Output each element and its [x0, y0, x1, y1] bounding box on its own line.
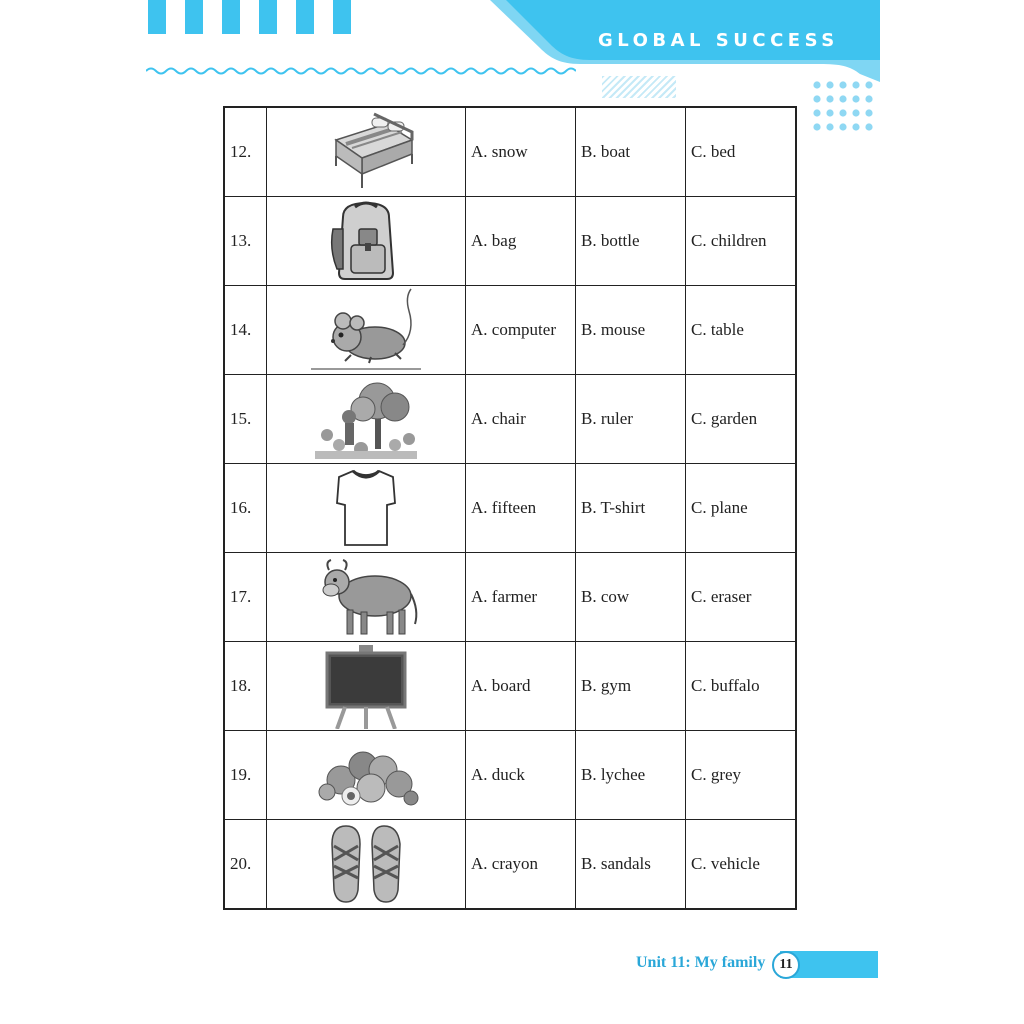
option-a: A. farmer: [466, 553, 576, 642]
question-number: 20.: [224, 820, 267, 910]
question-number: 19.: [224, 731, 267, 820]
option-c: C. vehicle: [686, 820, 797, 910]
header-stripes: [148, 0, 351, 34]
option-a: A. chair: [466, 375, 576, 464]
dot-grid-decoration: [812, 80, 874, 140]
option-b: B. T-shirt: [576, 464, 686, 553]
option-b: B. sandals: [576, 820, 686, 910]
sandals-icon: [326, 822, 406, 906]
option-c: C. buffalo: [686, 642, 797, 731]
exercise-table: [223, 106, 797, 910]
option-b: B. mouse: [576, 286, 686, 375]
option-a: A. snow: [466, 107, 576, 197]
table-row: [224, 286, 796, 375]
page-number: 11: [772, 951, 800, 979]
option-c: C. table: [686, 286, 797, 375]
table-row: [224, 731, 796, 820]
option-b: B. boat: [576, 107, 686, 197]
option-a: A. board: [466, 642, 576, 731]
option-c: C. bed: [686, 107, 797, 197]
unit-title: Unit 11: My family: [636, 954, 766, 971]
board-icon: [323, 643, 409, 729]
garden-icon: [311, 375, 421, 463]
picture-cell: [267, 375, 466, 464]
picture-cell: [267, 731, 466, 820]
bed-icon: [316, 110, 416, 194]
table-row: [224, 464, 796, 553]
picture-cell: [267, 286, 466, 375]
brand-title: GLOBAL SUCCESS: [598, 30, 839, 51]
picture-cell: [267, 107, 466, 197]
picture-cell: [267, 642, 466, 731]
option-a: A. fifteen: [466, 464, 576, 553]
picture-cell: [267, 464, 466, 553]
option-a: A. duck: [466, 731, 576, 820]
picture-cell: [267, 553, 466, 642]
option-b: B. bottle: [576, 197, 686, 286]
option-b: B. cow: [576, 553, 686, 642]
table-row: [224, 553, 796, 642]
table-row: [224, 642, 796, 731]
option-a: A. computer: [466, 286, 576, 375]
table-row: [224, 820, 796, 910]
hatch-decoration: [602, 76, 676, 98]
option-a: A. bag: [466, 197, 576, 286]
table-row: [224, 107, 796, 197]
tshirt-icon: [331, 465, 401, 551]
option-c: C. grey: [686, 731, 797, 820]
question-number: 13.: [224, 197, 267, 286]
picture-cell: [267, 820, 466, 910]
question-number: 12.: [224, 107, 267, 197]
option-a: A. crayon: [466, 820, 576, 910]
table-row: [224, 375, 796, 464]
mouse-icon: [311, 287, 421, 373]
lychee-icon: [311, 740, 421, 810]
option-c: C. eraser: [686, 553, 797, 642]
option-c: C. children: [686, 197, 797, 286]
backpack-icon: [321, 199, 411, 283]
option-b: B. lychee: [576, 731, 686, 820]
question-number: 15.: [224, 375, 267, 464]
picture-cell: [267, 197, 466, 286]
option-b: B. gym: [576, 642, 686, 731]
option-b: B. ruler: [576, 375, 686, 464]
question-number: 16.: [224, 464, 267, 553]
option-c: C. garden: [686, 375, 797, 464]
table-row: [224, 197, 796, 286]
option-c: C. plane: [686, 464, 797, 553]
question-number: 14.: [224, 286, 267, 375]
cow-icon: [311, 554, 421, 640]
question-number: 17.: [224, 553, 267, 642]
question-number: 18.: [224, 642, 267, 731]
